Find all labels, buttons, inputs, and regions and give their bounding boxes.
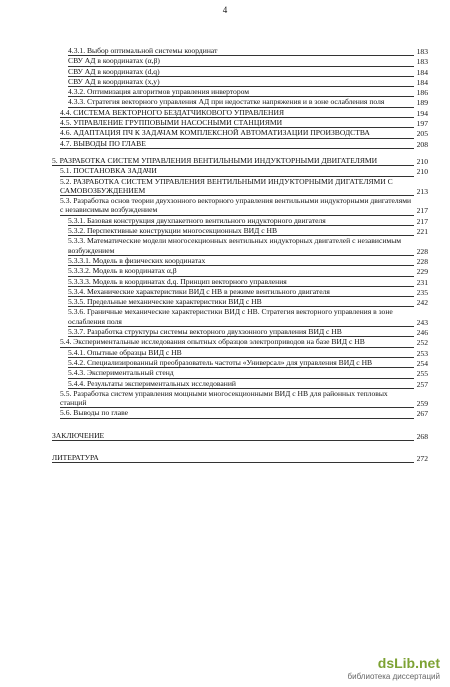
toc-entry-page: 228 <box>416 256 428 266</box>
toc-entry[interactable] <box>52 256 428 266</box>
toc-entry[interactable] <box>52 156 428 166</box>
toc-entry-page: 205 <box>416 129 428 139</box>
toc-entry-title: 5.3.3.2. Модель в координатах α,β <box>68 266 414 276</box>
toc-entry[interactable] <box>52 389 428 409</box>
toc-entry-title: 5.3.2. Перспективные конструкции многосекционных ВИД с НВ <box>68 226 414 236</box>
table-of-contents <box>52 46 428 463</box>
toc-entry-page: 189 <box>416 98 428 108</box>
toc-entry-title: 5.4.2. Специализированный преобразователь частоты «Универсал» для управления ВИД с НВ <box>68 358 414 368</box>
toc-entry[interactable] <box>52 128 428 138</box>
toc-entry[interactable] <box>52 67 428 77</box>
toc-entry[interactable] <box>52 97 428 107</box>
toc-entry-title: 5.3.6. Граничные механические характеристики ВИД с НВ. Стратегия векторного управления в зоне ослабления поля <box>68 307 414 327</box>
toc-entry-page: 208 <box>416 139 428 149</box>
toc-entry[interactable] <box>52 358 428 368</box>
toc-entry-title: 5.3.5. Предельные механические характеристики ВИД с НВ <box>68 297 414 307</box>
toc-entry-title: СВУ АД в координатах (d,q) <box>68 67 414 77</box>
toc-entry[interactable] <box>52 139 428 149</box>
toc-entry-page: 194 <box>416 108 428 118</box>
toc-entry-title: 5.3. Разработка основ теории двухзонного векторного управления вентильными индукторными двигателями с независимым возбуждением <box>60 196 414 216</box>
toc-entry-page: 184 <box>416 67 428 77</box>
toc-entry-title: 5.3.7. Разработка структуры системы векторного двухзонного управления ВИД с НВ <box>68 327 414 337</box>
toc-entry[interactable] <box>52 408 428 418</box>
toc-entry-page: 252 <box>416 338 428 348</box>
toc-entry-page: 184 <box>416 77 428 87</box>
toc-entry[interactable] <box>52 108 428 118</box>
toc-entry-title: 5.4.1. Опытные образцы ВИД с НВ <box>68 348 414 358</box>
toc-entry[interactable] <box>52 166 428 176</box>
toc-entry-page: 254 <box>416 358 428 368</box>
toc-entry[interactable] <box>52 177 428 197</box>
toc-entry-title: 5.4.4. Результаты экспериментальных исследований <box>68 379 414 389</box>
toc-entry-page: 268 <box>416 431 428 441</box>
toc-entry-title: 5. РАЗРАБОТКА СИСТЕМ УПРАВЛЕНИЯ ВЕНТИЛЬНЫМИ ИНДУКТОРНЫМИ ДВИГАТЕЛЯМИ <box>52 156 414 166</box>
toc-entry-title: 5.3.1. Базовая конструкция двухпакетного вентильного индукторного двигателя <box>68 216 414 226</box>
toc-entry-page: 246 <box>416 328 428 338</box>
toc-entry-title: 5.3.4. Механические характеристики ВИД с НВ в режиме вентильного двигателя <box>68 287 414 297</box>
toc-entry-title: 4.3.3. Стратегия векторного управления АД при недостатке напряжения и в зоне ослабления поля <box>68 97 414 107</box>
toc-entry-page: 221 <box>416 227 428 237</box>
toc-entry-page: 259 <box>416 399 428 409</box>
toc-entry[interactable] <box>52 368 428 378</box>
toc-entry-page: 186 <box>416 88 428 98</box>
toc-entry-page: 243 <box>416 317 428 327</box>
page-number: 4 <box>222 5 228 15</box>
toc-entry-page: 272 <box>416 453 428 463</box>
watermark-subtitle: библиотека диссертаций <box>347 672 440 681</box>
toc-entry[interactable] <box>52 87 428 97</box>
toc-entry-title: 5.4. Экспериментальные исследования опытных образцов электроприводов на базе ВИД с НВ <box>60 337 414 347</box>
toc-entry-title: 5.3.3. Математические модели многосекционных вентильных индукторных двигателей с независимым возбуждением <box>68 236 414 256</box>
toc-entry-title: СВУ АД в координатах (α,β) <box>68 56 414 66</box>
toc-entry-title: 4.4. СИСТЕМА ВЕКТОРНОГО БЕЗДАТЧИКОВОГО УПРАВЛЕНИЯ <box>60 108 414 118</box>
toc-entry-page: 197 <box>416 119 428 129</box>
toc-entry[interactable] <box>52 266 428 276</box>
toc-entry-page: 253 <box>416 348 428 358</box>
toc-entry-page: 183 <box>416 57 428 67</box>
toc-entry[interactable] <box>52 236 428 256</box>
toc-entry-title: 5.5. Разработка систем управления мощными многосекционными ВИД с НВ для районных тепловых станций <box>60 389 414 409</box>
toc-entry[interactable] <box>52 379 428 389</box>
toc-entry-title: 4.5. УПРАВЛЕНИЕ ГРУППОВЫМИ НАСОСНЫМИ СТАНЦИЯМИ <box>60 118 414 128</box>
toc-entry[interactable] <box>52 337 428 347</box>
toc-entry-title: 5.4.3. Экспериментальный стенд <box>68 368 414 378</box>
toc-entry-title: 4.3.1. Выбор оптимальной системы координат <box>68 46 414 56</box>
watermark-logo: dsLib.net <box>377 655 440 671</box>
toc-entry-page: 257 <box>416 379 428 389</box>
toc-entry-page: 267 <box>416 409 428 419</box>
toc-entry-page: 210 <box>416 167 428 177</box>
toc-entry[interactable] <box>52 56 428 66</box>
toc-entry[interactable] <box>52 277 428 287</box>
toc-entry-title: ЗАКЛЮЧЕНИЕ <box>52 431 414 441</box>
toc-entry-title: СВУ АД в координатах (x,y) <box>68 77 414 87</box>
toc-entry-page: 217 <box>416 206 428 216</box>
toc-entry-title: 4.6. АДАПТАЦИЯ ПЧ К ЗАДАЧАМ КОМПЛЕКСНОЙ АВТОМАТИЗАЦИИ ПРОИЗВОДСТВА <box>60 128 414 138</box>
toc-entry[interactable] <box>52 226 428 236</box>
toc-entry[interactable] <box>52 327 428 337</box>
toc-entry-title: 5.6. Выводы по главе <box>60 408 414 418</box>
toc-entry[interactable] <box>52 287 428 297</box>
toc-entry-page: 242 <box>416 298 428 308</box>
toc-entry[interactable] <box>52 46 428 56</box>
toc-spacer <box>52 149 428 156</box>
toc-entry-title: 4.7. ВЫВОДЫ ПО ГЛАВЕ <box>60 139 414 149</box>
toc-entry[interactable] <box>52 216 428 226</box>
toc-entry[interactable] <box>52 297 428 307</box>
toc-entry-page: 255 <box>416 369 428 379</box>
toc-entry-page: 210 <box>416 156 428 166</box>
toc-entry-page: 213 <box>416 186 428 196</box>
toc-entry[interactable] <box>52 77 428 87</box>
toc-entry-title: 5.3.3.1. Модель в физических координатах <box>68 256 414 266</box>
toc-entry[interactable] <box>52 453 428 463</box>
toc-entry[interactable] <box>52 348 428 358</box>
toc-entry-page: 217 <box>416 216 428 226</box>
toc-entry-title: ЛИТЕРАТУРА <box>52 453 414 463</box>
toc-entry-page: 235 <box>416 287 428 297</box>
toc-entry[interactable] <box>52 118 428 128</box>
toc-entry-page: 229 <box>416 267 428 277</box>
toc-spacer <box>52 419 428 431</box>
toc-entry-page: 231 <box>416 277 428 287</box>
watermark <box>320 655 440 683</box>
toc-entry-title: 5.2. РАЗРАБОТКА СИСТЕМ УПРАВЛЕНИЯ ВЕНТИЛЬНЫМИ ИНДУКТОРНЫМИ ДИГАТЕЛЯМИ С САМОВОЗБУЖДЕНИЕМ <box>60 177 414 197</box>
toc-entry-title: 5.1. ПОСТАНОВКА ЗАДАЧИ <box>60 166 414 176</box>
toc-entry-page: 183 <box>416 47 428 56</box>
toc-entry[interactable] <box>52 307 428 327</box>
toc-entry[interactable] <box>52 431 428 441</box>
toc-entry[interactable] <box>52 196 428 216</box>
toc-entry-title: 4.3.2. Оптимизация алгоритмов управления инвертором <box>68 87 414 97</box>
toc-entry-page: 228 <box>416 246 428 256</box>
toc-entry-title: 5.3.3.3. Модель в координатах d,q. Принцип векторного управления <box>68 277 414 287</box>
toc-spacer <box>52 441 428 453</box>
